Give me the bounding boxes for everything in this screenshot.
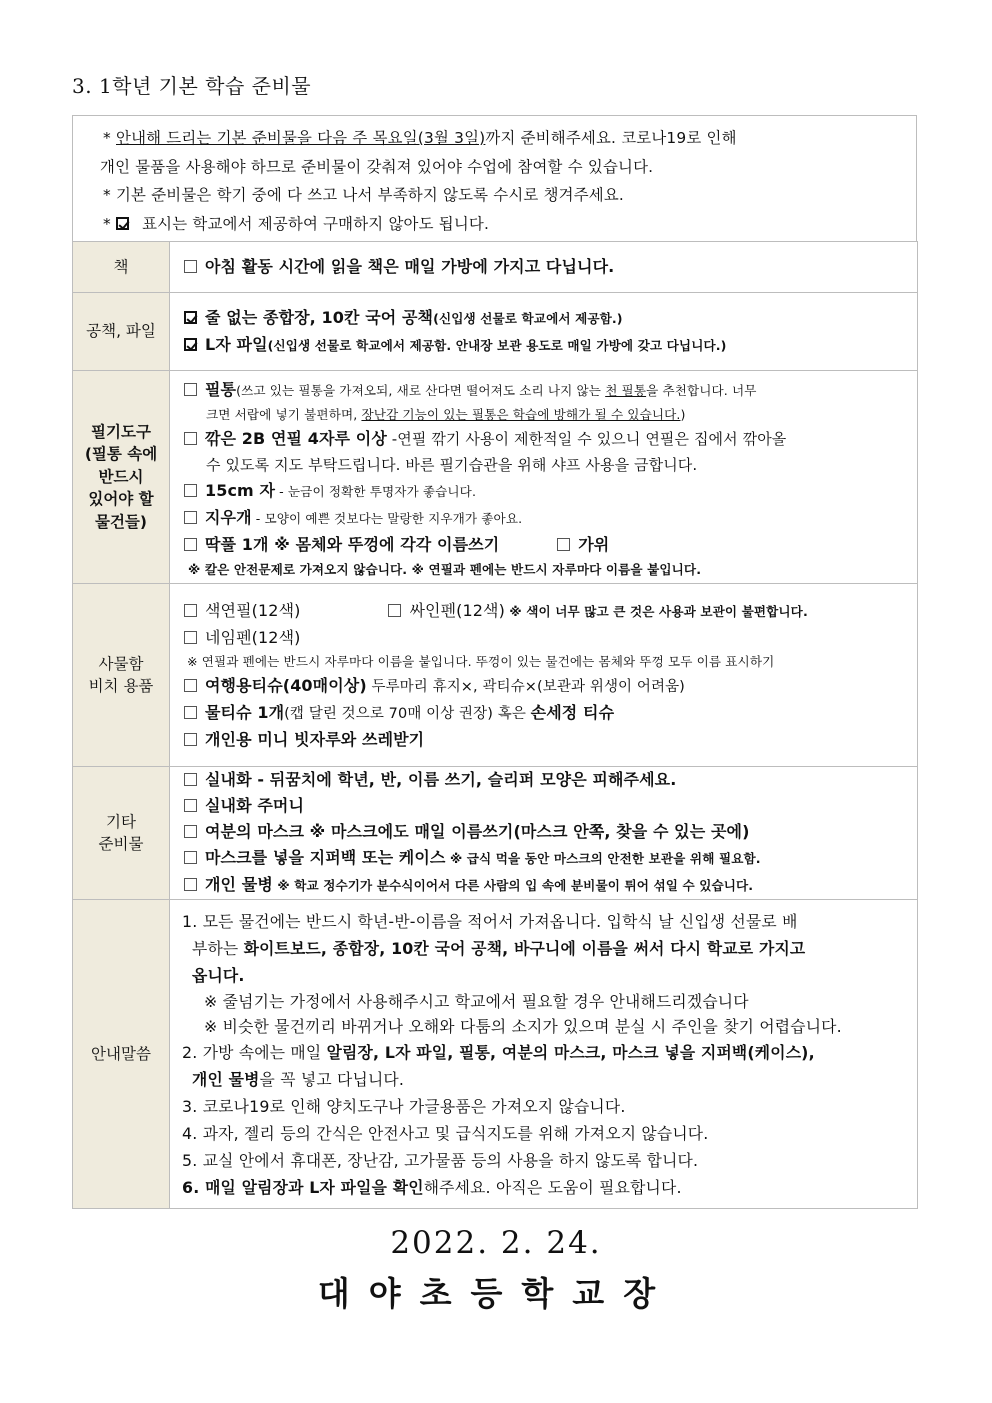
writing-note: ※ 칼은 안전문제로 가져오지 않습니다. ※ 연필과 펜에는 반드시 자루마다 이름을 붙입니다. [188,561,702,577]
label-desk: 사물함 비치 용품 [73,584,170,767]
eraser-item: 지우개 - 모양이 예쁜 것보다는 말랑한 지우개가 좋아요. [184,505,911,532]
guide-1a: 1. 모든 물건에는 반드시 학년-반-이름을 적어서 가져옵니다. 입학식 날 신입생 선물로 배 [182,911,798,931]
guide-6: 6. 매일 알림장과 L자 파일을 확인해주세요. 아직은 도움이 필요합니다. [182,1177,682,1197]
checkbox-icon [184,825,197,838]
checkbox-icon [184,432,197,445]
notice-line-4: * 표시는 학교에서 제공하여 구매하지 않아도 됩니다. [103,214,490,233]
label-notebook: 공책, 파일 [73,293,170,371]
ruler-item: 15cm 자 - 눈금이 정확한 투명자가 좋습니다. [184,478,911,505]
mask-item: 여분의 마스크 ※ 마스크에도 매일 이름쓰기(마스크 안쪽, 찾을 수 있는 곳에) [184,819,911,845]
checkbox-icon [184,538,197,551]
checkbox-icon [184,679,197,692]
wet-tissue-item: 물티슈 1개(캡 달린 것으로 70매 이상 권장) 혹은 손세정 티슈 [184,700,911,727]
mask-case-item: 마스크를 넣을 지퍼백 또는 케이스 ※ 급식 먹을 동안 마스크의 안전한 보관을 위해 필요함. [184,845,911,872]
guide-1c: 옵니다. [192,965,245,985]
namepen-item: 네임펜(12색) [184,625,911,651]
checkbox-icon [184,383,197,396]
pencilcase-item: 필통(쓰고 있는 필통을 가져오되, 새로 산다면 떨어져도 소리 나지 않는 천 필통을 추천합니다. 너무 [184,377,911,404]
glue-item: 딱풀 1개 ※ 몸체와 뚜껑에 각각 이름쓰기 가위 [184,532,911,558]
checkbox-icon [184,799,197,812]
supplies-table [72,241,918,1209]
checkbox-icon [388,604,401,617]
label-writing: 필기도구 (필통 속에 반드시 있어야 할 물건들) [73,371,170,584]
guide-4: 4. 과자, 젤리 등의 간식은 안전사고 및 급식지도를 위해 가져오지 않습니다. [182,1123,709,1143]
section-heading: 3. 1학년 기본 학습 준비물 [72,74,312,98]
principal-signature: 대야초등학교장 [317,1274,675,1313]
checked-box-icon [184,311,197,324]
checkbox-icon [184,604,197,617]
broom-item: 개인용 미니 빗자루와 쓰레받기 [184,727,911,753]
checkbox-icon [184,631,197,644]
checked-box-icon [184,338,197,351]
checkbox-icon [184,878,197,891]
pencilcase-note: 크면 서랍에 넣기 불편하며, 장난감 기능이 있는 필통은 학습에 방해가 될 수 있습니다.) [206,406,686,422]
guide-note-1: ※ 줄넘기는 가정에서 사용해주시고 학교에서 필요할 경우 안내해드리겠습니다 [204,991,749,1011]
notice-line-3: * 기본 준비물은 학기 중에 다 쓰고 나서 부족하지 않도록 수시로 챙겨주세요. [103,186,625,204]
checked-box-icon [116,217,129,230]
row-writing [73,371,918,584]
indoor-shoes-item: 실내화 - 뒤꿈치에 학년, 반, 이름 쓰기, 슬리퍼 모양은 피해주세요. [184,767,911,793]
notebook-item: 줄 없는 종합장, 10칸 국어 공책(신입생 선물로 학교에서 제공함.) [184,305,911,332]
row-book [73,242,918,293]
guide-note-2: ※ 비슷한 물건끼리 바뀌거나 오해와 다툼의 소지가 있으며 분실 시 주인을 찾기 어렵습니다. [204,1016,842,1036]
label-book: 책 [73,242,170,293]
checkbox-icon [184,511,197,524]
notice-line-1: * 안내해 드리는 기본 준비물을 다음 주 목요일(3월 3일)까지 준비해주세요. 코로나19로 인해 [103,129,737,147]
guide-3: 3. 코로나19로 인해 양치도구나 가글용품은 가져오지 않습니다. [182,1096,626,1116]
book-item: 아침 활동 시간에 읽을 책은 매일 가방에 가지고 다닙니다. [184,254,911,280]
water-bottle-item: 개인 물병 ※ 학교 정수기가 분수식이어서 다른 사람의 입 속에 분비물이 튀어 섞일 수 있습니다. [184,872,911,899]
label-etc: 기타 준비물 [73,767,170,900]
pencil-item: 깎은 2B 연필 4자루 이상 -연필 깎기 사용이 제한적일 수 있으니 연필은 집에서 깎아올 [184,426,911,452]
checkbox-icon [184,706,197,719]
namepen-note: ※ 연필과 펜에는 반드시 자루마다 이름을 붙입니다. 뚜껑이 있는 물건에는 몸체와 뚜껑 모두 이름 표시하기 [187,653,775,669]
shoe-bag-item: 실내화 주머니 [184,793,911,819]
checkbox-icon [557,538,570,551]
checkbox-icon [184,851,197,864]
file-item: L자 파일(신입생 선물로 학교에서 제공함. 안내장 보관 용도로 매일 가방에 갖고 다닙니다.) [184,332,911,359]
notice-line-2: 개인 물품을 사용해야 하므로 준비물이 갖춰져 있어야 수업에 참여할 수 있습니다. [100,157,654,176]
tissue-item: 여행용티슈(40매이상) 두루마리 휴지×, 곽티슈×(보관과 위생이 어려움) [184,673,911,700]
row-notebook [73,293,918,371]
label-guide: 안내말씀 [73,900,170,1209]
checkbox-icon [184,733,197,746]
guide-1b: 부하는 화이트보드, 종합장, 10칸 국어 공책, 바구니에 이름을 써서 다시 학교로 가지고 [192,938,806,958]
notice-box [72,115,917,241]
guide-2a: 2. 가방 속에는 매일 알림장, L자 파일, 필통, 여분의 마스크, 마스크 넣을 지퍼백(케이스), [182,1042,815,1062]
guide-2b: 개인 물병을 꼭 넣고 다닙니다. [192,1069,405,1089]
guide-5: 5. 교실 안에서 휴대폰, 장난감, 고가물품 등의 사용을 하지 않도록 합니다. [182,1150,699,1170]
crayon-item: 색연필(12색) 싸인펜(12색) ※ 색이 너무 많고 큰 것은 사용과 보관이 불편합니다. [184,598,911,625]
checkbox-icon [184,260,197,273]
checkbox-icon [184,484,197,497]
document-date: 2022. 2. 24. [390,1225,602,1261]
checkbox-icon [184,773,197,786]
row-guide [73,900,918,1209]
row-desk [73,584,918,767]
pencil-note: 수 있도록 지도 부탁드립니다. 바른 필기습관을 위해 샤프 사용을 금합니다. [206,455,698,474]
row-etc [73,767,918,900]
